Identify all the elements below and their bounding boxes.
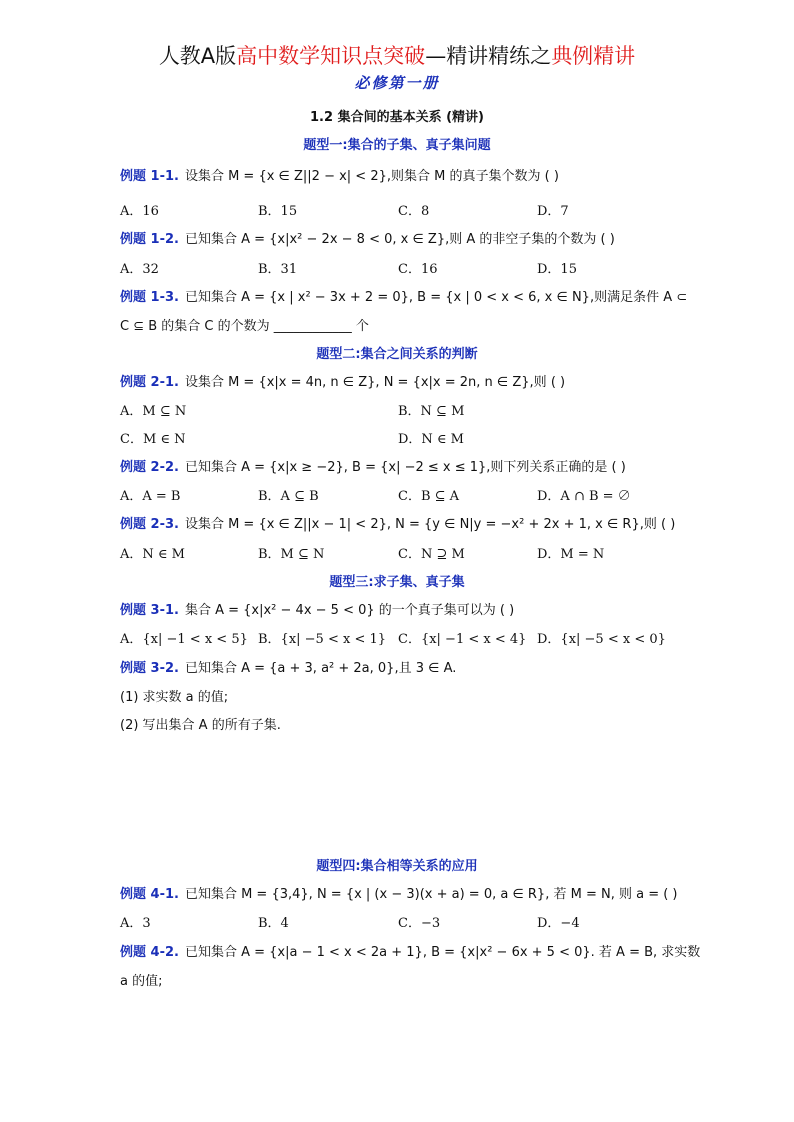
question-3-2 xyxy=(120,657,456,676)
question-label: 例题 1-3. xyxy=(120,290,179,305)
question-4-1 xyxy=(120,883,678,902)
type-heading-2: 题型二:集合之间关系的判断 xyxy=(316,347,478,362)
option-b: B．N ⊆ M xyxy=(398,404,465,419)
question-4-2 xyxy=(120,941,700,960)
option-b: B．31 xyxy=(258,262,298,277)
question-1-1 xyxy=(120,165,559,184)
option-a: A．N ∈ M xyxy=(120,547,185,562)
option-a: A．{x| −1 < x < 5} xyxy=(120,632,248,647)
question-label: 例题 4-1. xyxy=(120,887,179,902)
question-2-3 xyxy=(120,513,675,532)
question-text: 已知集合 A = {x | x² − 3x + 2 = 0}, B = {x | 0 < x < 6, x ∈ N},则满足条件 A ⊂ xyxy=(184,290,688,305)
option-c: C．−3 xyxy=(398,916,441,931)
question-label: 例题 4-2. xyxy=(120,945,179,960)
option-d: D．N ∈ M xyxy=(398,432,464,447)
question-3-2-part-2: (2) 写出集合 A 的所有子集. xyxy=(120,718,281,733)
question-1-2 xyxy=(120,228,615,247)
section-heading: 1.2 集合间的基本关系 (精讲) xyxy=(310,110,484,125)
type-heading-3: 题型三:求子集、真子集 xyxy=(329,575,465,590)
title-part-3: —精讲精练之 xyxy=(425,44,552,68)
title-part-1: 人教A版 xyxy=(158,44,237,68)
option-c: C．M ∈ N xyxy=(120,432,186,447)
option-a: A．16 xyxy=(120,204,159,219)
option-b: B．{x| −5 < x < 1} xyxy=(258,632,387,647)
question-3-1 xyxy=(120,599,514,618)
question-text: 已知集合 M = {3,4}, N = {x | (x − 3)(x + a) = 0, a ∈ R}, 若 M = N, 则 a = ( ) xyxy=(184,887,678,902)
option-c: C．{x| −1 < x < 4} xyxy=(398,632,527,647)
question-text: 已知集合 A = {x|a − 1 < x < 2a + 1}, B = {x|x² − 6x + 5 < 0}. 若 A = B, 求实数 xyxy=(184,945,701,960)
option-a: A．32 xyxy=(120,262,159,277)
question-label: 例题 1-2. xyxy=(120,232,179,247)
question-4-2-continuation: a 的值; xyxy=(120,974,163,989)
option-d: D．M = N xyxy=(537,547,605,562)
option-d: D．−4 xyxy=(537,916,580,931)
question-1-3 xyxy=(120,286,687,305)
option-b: B．4 xyxy=(258,916,289,931)
question-label: 例题 2-1. xyxy=(120,375,179,390)
question-label: 例题 1-1. xyxy=(120,169,179,184)
option-b: B．M ⊆ N xyxy=(258,547,325,562)
question-1-3-continuation: C ⊆ B 的集合 C 的个数为 ____________ 个 xyxy=(120,319,369,334)
question-text: 已知集合 A = {a + 3, a² + 2a, 0},且 3 ∈ A. xyxy=(184,661,457,676)
question-text: 设集合 M = {x ∈ Z||x − 1| < 2}, N = {y ∈ N|y = −x² + 2x + 1, x ∈ R},则 ( ) xyxy=(184,517,676,532)
title-part-4: 典例精讲 xyxy=(551,44,636,68)
option-d: D．{x| −5 < x < 0} xyxy=(537,632,666,647)
question-label: 例题 3-2. xyxy=(120,661,179,676)
option-c: C．B ⊆ A xyxy=(398,489,460,504)
option-c: C．16 xyxy=(398,262,438,277)
option-d: D．7 xyxy=(537,204,569,219)
type-heading-4: 题型四:集合相等关系的应用 xyxy=(316,859,478,874)
option-a: A．3 xyxy=(120,916,151,931)
question-text: 已知集合 A = {x|x² − 2x − 8 < 0, x ∈ Z},则 A 的非空子集的个数为 ( ) xyxy=(184,232,615,247)
option-b: B．15 xyxy=(258,204,298,219)
option-d: D．A ∩ B = ∅ xyxy=(537,489,631,504)
question-text: 设集合 M = {x ∈ Z||2 − x| < 2},则集合 M 的真子集个数为 ( ) xyxy=(184,169,559,184)
option-a: A．M ⊆ N xyxy=(120,404,187,419)
type-heading-1: 题型一:集合的子集、真子集问题 xyxy=(303,138,491,153)
option-d: D．15 xyxy=(537,262,577,277)
page-subtitle: 必修第一册 xyxy=(354,74,440,92)
question-label: 例题 2-3. xyxy=(120,517,179,532)
option-c: C．N ⊇ M xyxy=(398,547,465,562)
question-2-1 xyxy=(120,371,565,390)
page-title xyxy=(0,40,794,70)
question-text: 已知集合 A = {x|x ≥ −2}, B = {x| −2 ≤ x ≤ 1},则下列关系正确的是 ( ) xyxy=(184,460,626,475)
question-label: 例题 2-2. xyxy=(120,460,179,475)
question-text: 集合 A = {x|x² − 4x − 5 < 0} 的一个真子集可以为 ( ) xyxy=(184,603,515,618)
option-a: A．A = B xyxy=(120,489,181,504)
question-2-2 xyxy=(120,456,626,475)
question-text: 设集合 M = {x|x = 4n, n ∈ Z}, N = {x|x = 2n, n ∈ Z},则 ( ) xyxy=(184,375,566,390)
option-c: C．8 xyxy=(398,204,430,219)
question-3-2-part-1: (1) 求实数 a 的值; xyxy=(120,690,229,705)
option-b: B．A ⊆ B xyxy=(258,489,319,504)
question-label: 例题 3-1. xyxy=(120,603,179,618)
title-part-2: 高中数学知识点突破 xyxy=(236,44,426,68)
